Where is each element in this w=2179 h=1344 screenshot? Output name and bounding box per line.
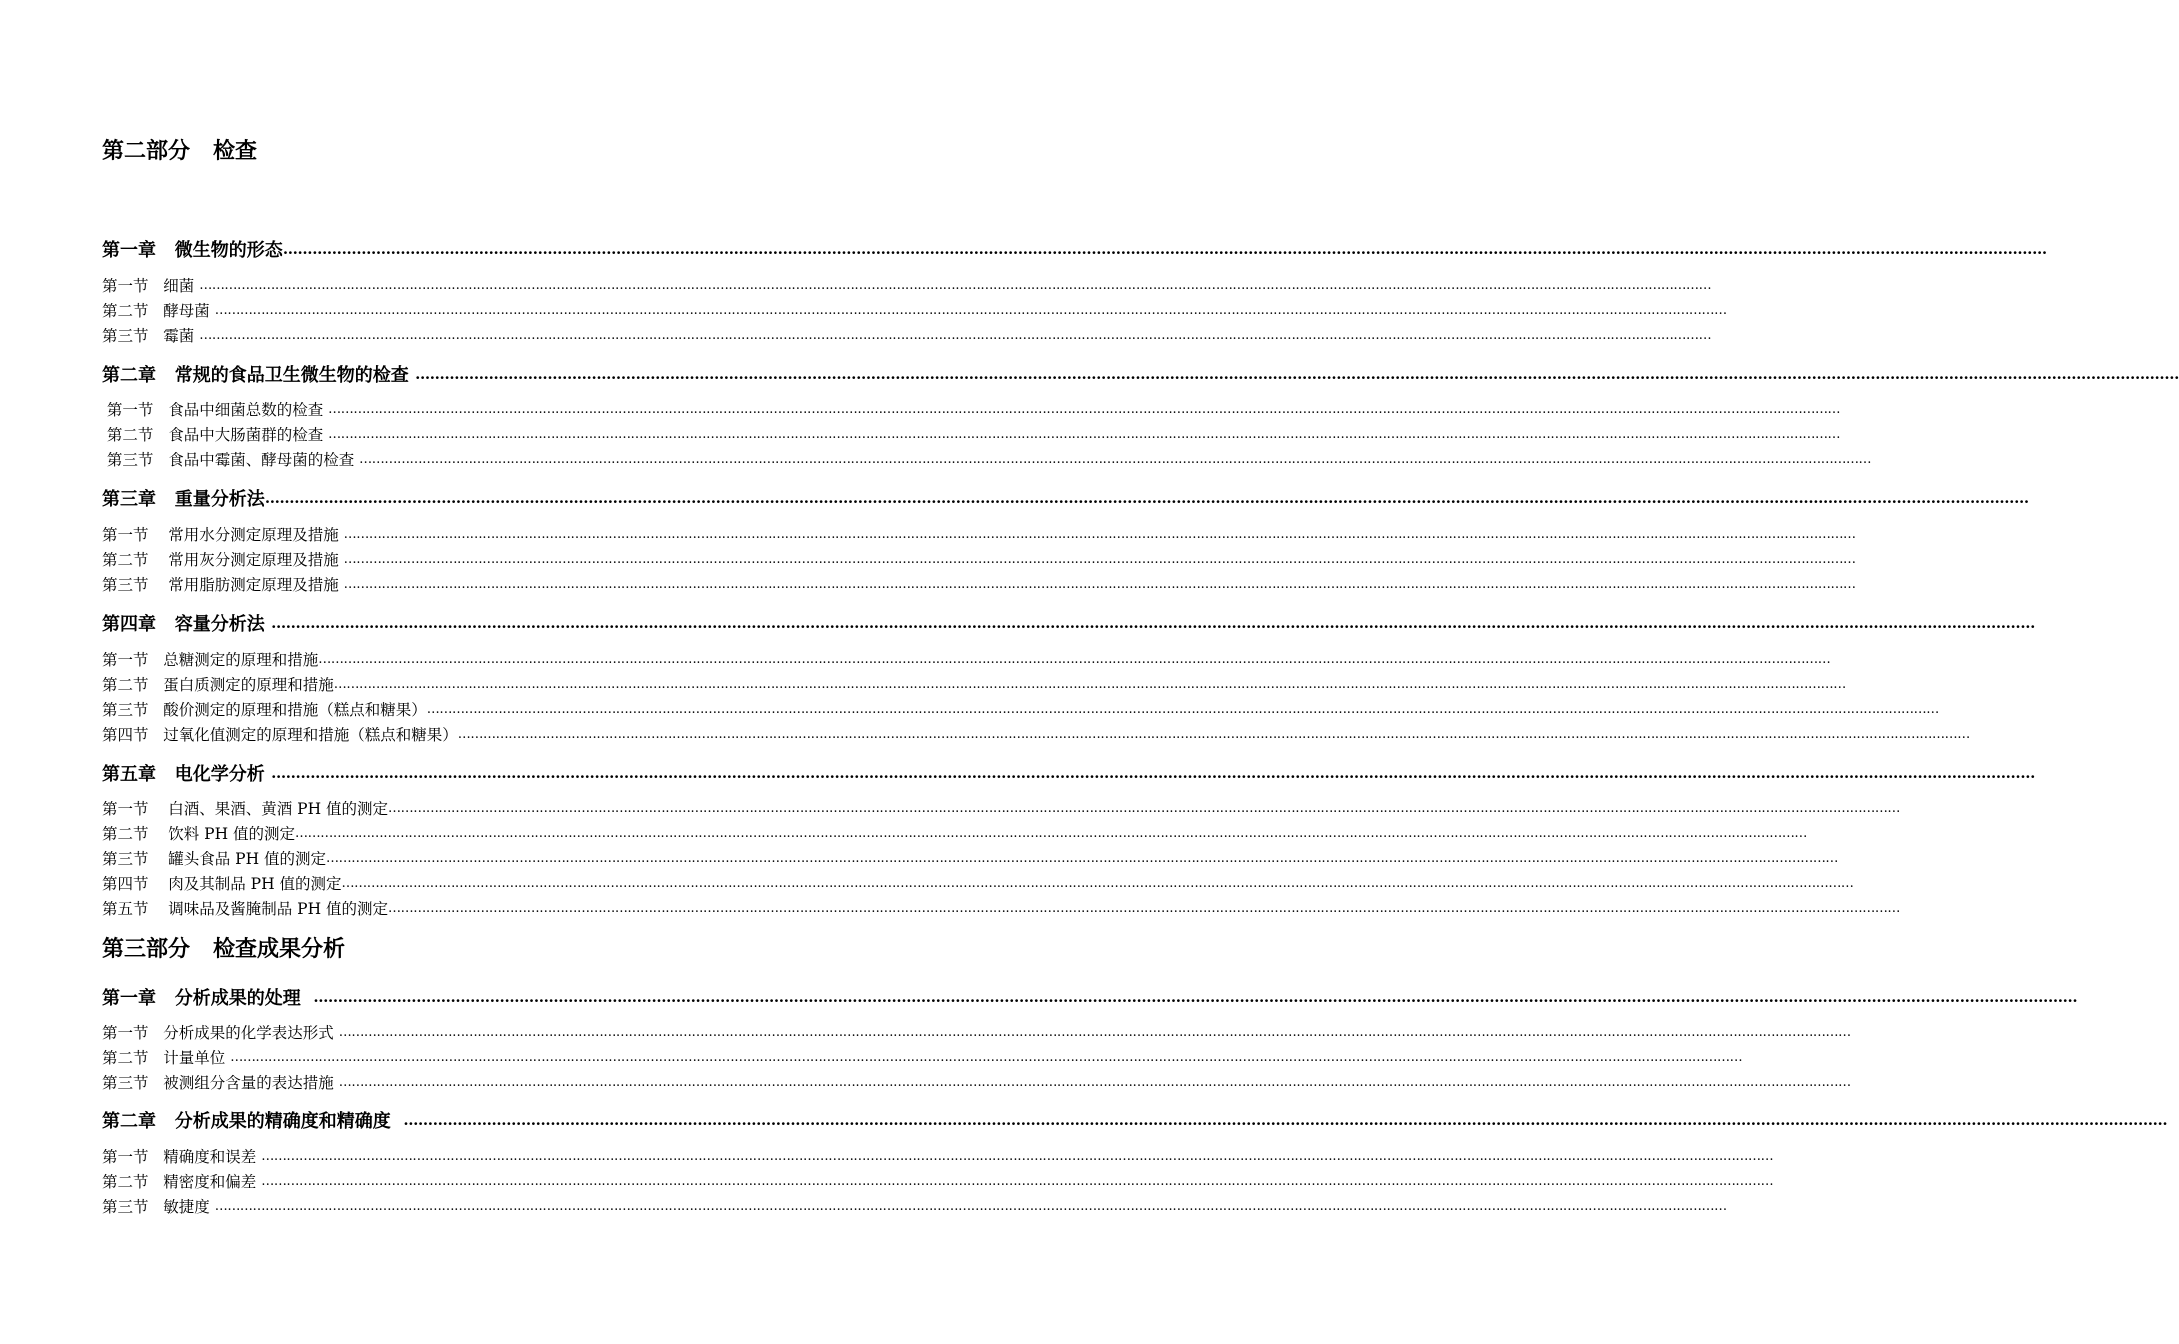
chapter-label: 第二章 分析成果的精确度和精确度 [102, 1111, 404, 1132]
toc-section[interactable] [102, 796, 1901, 820]
section-label: 第一节 食品中细菌总数的检查 [102, 401, 329, 419]
section-label: 第三节 罐头食品 PH 值的测定 [102, 850, 327, 868]
section-label: 第一节 细菌 [102, 277, 200, 295]
chapter-label: 第三章 重量分析法 [102, 489, 265, 510]
toc-section[interactable] [102, 298, 1727, 322]
section-label: 第二节 饮料 PH 值的测定 [102, 825, 296, 843]
leader-dots: ……………………………………………………………………………………………………………………………………………………………………………………………………………………………………………………………………………………………………………………………… [271, 764, 2036, 782]
leader-dots: ……………………………………………………………………………………………………………………………………………………………………………………………………………………………………………………………………………………………………………………………… [199, 277, 1712, 293]
chapter-label: 第五章 电化学分析 [102, 764, 272, 785]
toc-chapter[interactable] [102, 760, 2036, 786]
leader-dots: ……………………………………………………………………………………………………………………………………………………………………………………………………………………………………………………………………………………………………………………………… [230, 1049, 1743, 1065]
section-label: 第三节 敏捷度 [102, 1198, 215, 1216]
section-label: 第一节 总糖测定的原理和措施 [102, 651, 319, 669]
part-2-title: 第二部分 检查 [102, 138, 257, 164]
section-label: 第二节 蛋白质测定的原理和措施 [102, 676, 334, 694]
toc-section[interactable] [102, 672, 1846, 696]
leader-dots: ……………………………………………………………………………………………………………………………………………………………………………………………………………………………………………………………………………………………………………………………… [426, 701, 1939, 717]
toc-section[interactable] [102, 1169, 1774, 1193]
toc-section[interactable] [102, 1194, 1727, 1218]
section-label: 第三节 常用脂肪测定原理及措施 [102, 576, 344, 594]
leader-dots: ……………………………………………………………………………………………………………………………………………………………………………………………………………………………………………………………………………………………………………………………… [457, 726, 1970, 742]
section-label: 第五节 调味品及酱腌制品 PH 值的测定 [102, 900, 389, 918]
section-label: 第二节 常用灰分测定原理及措施 [102, 551, 344, 569]
toc-chapter[interactable] [102, 1107, 2168, 1133]
section-label: 第三节 霉菌 [102, 327, 200, 345]
chapter-label: 第二章 常规的食品卫生微生物的检查 [102, 365, 416, 386]
section-label: 第二节 食品中大肠菌群的检查 [102, 426, 329, 444]
section-label: 第二节 精密度和偏差 [102, 1173, 262, 1191]
chapter-label: 第一章 分析成果的处理 [102, 988, 314, 1009]
leader-dots: ……………………………………………………………………………………………………………………………………………………………………………………………………………………………………………………………………………………………………………………………… [388, 900, 1901, 916]
toc-section[interactable] [102, 397, 1841, 421]
leader-dots: ……………………………………………………………………………………………………………………………………………………………………………………………………………………………………………………………………………………………………………………………… [343, 551, 1856, 567]
toc-section[interactable] [102, 1144, 1774, 1168]
leader-dots: ……………………………………………………………………………………………………………………………………………………………………………………………………………………………………………………………………………………………………………………………… [343, 526, 1856, 542]
leader-dots: ……………………………………………………………………………………………………………………………………………………………………………………………………………………………………………………………………………………………………………………………… [214, 1198, 1727, 1214]
leader-dots: ……………………………………………………………………………………………………………………………………………………………………………………………………………………………………………………………………………………………………………………………… [295, 825, 1808, 841]
section-label: 第三节 食品中霉菌、酵母菌的检查 [102, 451, 360, 469]
toc-section[interactable] [102, 1020, 1851, 1044]
section-label: 第二节 酵母菌 [102, 302, 215, 320]
toc-chapter[interactable] [102, 485, 2029, 511]
leader-dots: ……………………………………………………………………………………………………………………………………………………………………………………………………………………………………………………………………………………………………………………………… [214, 302, 1727, 318]
leader-dots: ……………………………………………………………………………………………………………………………………………………………………………………………………………………………………………………………………………………………………………………………… [338, 1074, 1851, 1090]
toc-chapter[interactable] [102, 984, 2078, 1010]
toc-section[interactable] [102, 522, 1856, 546]
toc-chapter[interactable] [102, 610, 2036, 636]
chapter-label: 第四章 容量分析法 [102, 614, 272, 635]
leader-dots: ……………………………………………………………………………………………………………………………………………………………………………………………………………………………………………………………………………………………………………………………… [415, 365, 2179, 383]
toc-section[interactable] [102, 422, 1841, 446]
leader-dots: ……………………………………………………………………………………………………………………………………………………………………………………………………………………………………………………………………………………………………………………………… [328, 426, 1841, 442]
toc-section[interactable] [102, 821, 1808, 845]
section-label: 第三节 酸价测定的原理和措施（糕点和糖果） [102, 701, 427, 719]
leader-dots: ……………………………………………………………………………………………………………………………………………………………………………………………………………………………………………………………………………………………………………………………… [261, 1148, 1774, 1164]
part-3-title: 第三部分 检查成果分析 [102, 936, 345, 962]
leader-dots: ……………………………………………………………………………………………………………………………………………………………………………………………………………………………………………………………………………………………………………………………… [338, 1024, 1851, 1040]
leader-dots: ……………………………………………………………………………………………………………………………………………………………………………………………………………………………………………………………………………………………………………………………… [261, 1173, 1774, 1189]
section-label: 第三节 被测组分含量的表达措施 [102, 1074, 339, 1092]
toc-section[interactable] [102, 273, 1712, 297]
toc-section[interactable] [102, 572, 1856, 596]
section-label: 第一节 白酒、果酒、黄酒 PH 值的测定 [102, 800, 389, 818]
section-label: 第二节 计量单位 [102, 1049, 231, 1067]
leader-dots: ……………………………………………………………………………………………………………………………………………………………………………………………………………………………………………………………………………………………………………………………… [318, 651, 1831, 667]
section-label: 第四节 过氧化值测定的原理和措施（糕点和糖果） [102, 726, 458, 744]
toc-section[interactable] [102, 323, 1712, 347]
leader-dots: ……………………………………………………………………………………………………………………………………………………………………………………………………………………………………………………………………………………………………………………………… [343, 576, 1856, 592]
toc-section[interactable] [102, 647, 1831, 671]
section-label: 第一节 精确度和误差 [102, 1148, 262, 1166]
toc-section[interactable] [102, 547, 1856, 571]
leader-dots: ……………………………………………………………………………………………………………………………………………………………………………………………………………………………………………………………………………………………………………………………… [333, 676, 1846, 692]
toc-section[interactable] [102, 871, 1854, 895]
toc-chapter[interactable] [102, 361, 2179, 387]
chapter-label: 第一章 微生物的形态 [102, 240, 283, 261]
section-label: 第一节 常用水分测定原理及措施 [102, 526, 344, 544]
section-label: 第四节 肉及其制品 PH 值的测定 [102, 875, 342, 893]
toc-section[interactable] [102, 1045, 1743, 1069]
leader-dots: ……………………………………………………………………………………………………………………………………………………………………………………………………………………………………………………………………………………………………………………………… [403, 1111, 2168, 1129]
toc-section[interactable] [102, 447, 1872, 471]
leader-dots: ……………………………………………………………………………………………………………………………………………………………………………………………………………………………………………………………………………………………………………………………… [264, 489, 2029, 507]
toc-section[interactable] [102, 896, 1901, 920]
leader-dots: ……………………………………………………………………………………………………………………………………………………………………………………………………………………………………………………………………………………………………………………………… [282, 240, 2047, 258]
toc-chapter[interactable] [102, 236, 2047, 262]
section-label: 第一节 分析成果的化学表达形式 [102, 1024, 339, 1042]
leader-dots: ……………………………………………………………………………………………………………………………………………………………………………………………………………………………………………………………………………………………………………………………… [328, 401, 1841, 417]
leader-dots: ……………………………………………………………………………………………………………………………………………………………………………………………………………………………………………………………………………………………………………………………… [271, 614, 2036, 632]
leader-dots: ……………………………………………………………………………………………………………………………………………………………………………………………………………………………………………………………………………………………………………………………… [341, 875, 1854, 891]
leader-dots: ……………………………………………………………………………………………………………………………………………………………………………………………………………………………………………………………………………………………………………………………… [199, 327, 1712, 343]
leader-dots: ……………………………………………………………………………………………………………………………………………………………………………………………………………………………………………………………………………………………………………………………… [359, 451, 1872, 467]
leader-dots: ……………………………………………………………………………………………………………………………………………………………………………………………………………………………………………………………………………………………………………………………… [326, 850, 1839, 866]
leader-dots: ……………………………………………………………………………………………………………………………………………………………………………………………………………………………………………………………………………………………………………………………… [388, 800, 1901, 816]
toc-section[interactable] [102, 1070, 1851, 1094]
leader-dots: ……………………………………………………………………………………………………………………………………………………………………………………………………………………………………………………………………………………………………………………………… [313, 988, 2078, 1006]
toc-section[interactable] [102, 846, 1839, 870]
toc-section[interactable] [102, 697, 1939, 721]
toc-section[interactable] [102, 722, 1970, 746]
